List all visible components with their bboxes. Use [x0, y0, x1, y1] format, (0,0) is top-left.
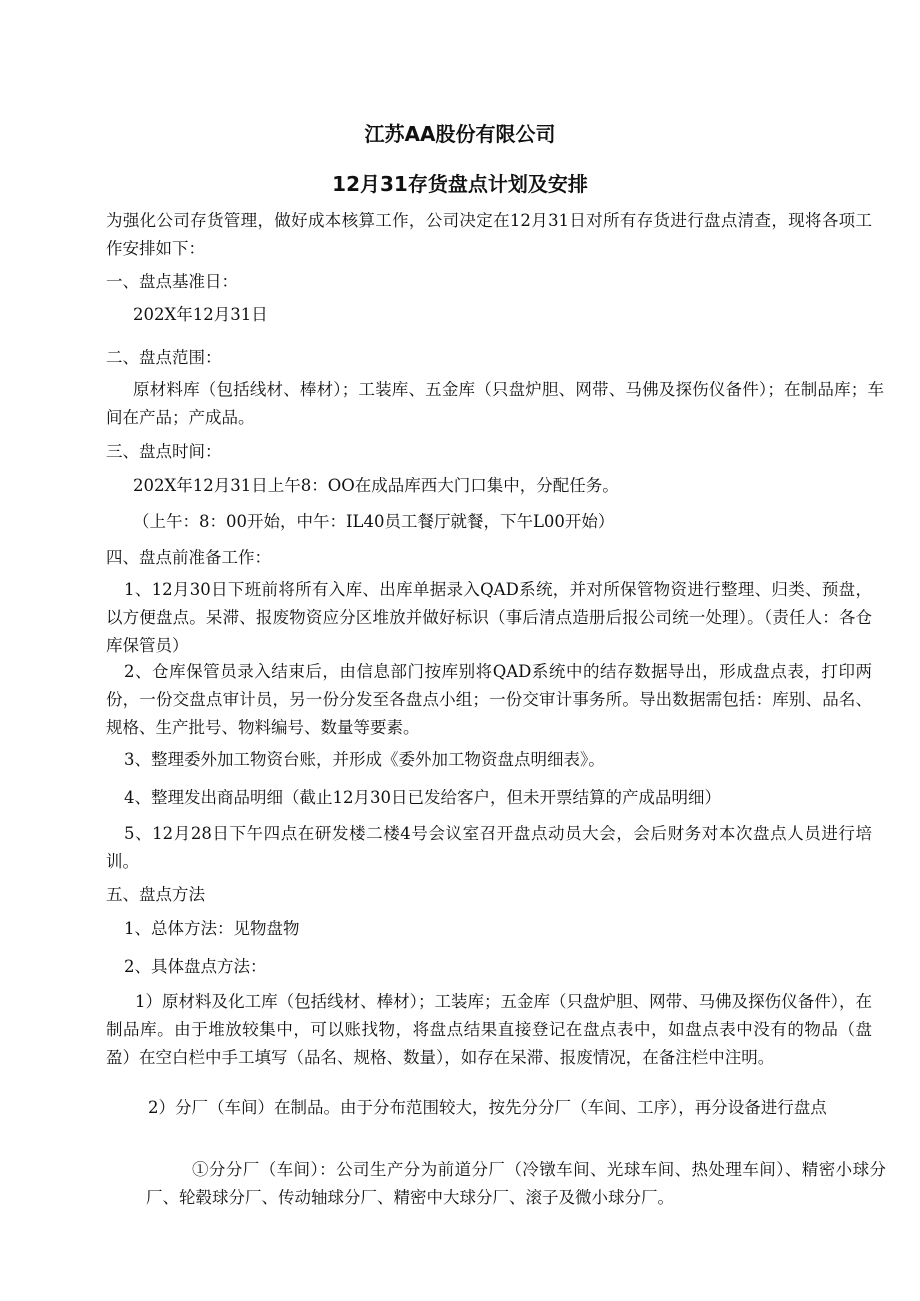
- intro-paragraph: 为强化公司存货管理，做好成本核算工作，公司决定在12月31日对所有存货进行盘点清查，现将各项工作安排如下：: [106, 211, 872, 258]
- method-overall: 1、总体方法：见物盘物: [124, 919, 300, 938]
- prep-item-2: 2、仓库保管员录入结束后，由信息部门按库别将QAD系统中的结存数据导出，形成盘点表，打印两份，一份交盘点审计员，另一份分发至各盘点小组；一份交审计事务所。导出数据需包括：库别、品名、规格、生产批号、物料编号、数量等要素。: [106, 662, 872, 737]
- method-sub-3: ①分分厂（车间）：公司生产分为前道分厂（冷镦车间、光球车间、热处理车间）、精密小球分厂、轮毂球分厂、传动轴球分厂、精密中大球分厂、滚子及微小球分厂。: [146, 1160, 886, 1207]
- method-specific: 2、具体盘点方法：: [124, 957, 267, 976]
- document-title: 12月31存货盘点计划及安排: [332, 172, 588, 196]
- prep-item-5: 5、12月28日下午四点在研发楼二楼4号会议室召开盘点动员大会，会后财务对本次盘点人员进行培训。: [106, 824, 872, 871]
- section-3-heading: 三、盘点时间：: [106, 442, 222, 461]
- prep-item-1: 1、12月30日下班前将所有入库、出库单据录入QAD系统，并对所保管物资进行整理、归类、预盘，以方便盘点。呆滞、报废物资应分区堆放并做好标识（事后清点造册后报公司统一处理）。（责任人：各仓库保管员）: [106, 580, 872, 655]
- method-sub-2: 2）分厂（车间）在制品。由于分布范围较大，按先分分厂（车间、工序），再分设备进行盘点: [148, 1098, 827, 1117]
- section-2-heading: 二、盘点范围：: [106, 348, 222, 367]
- prep-item-3: 3、整理委外加工物资台账，并形成《委外加工物资盘点明细表》。: [124, 750, 605, 769]
- section-2-content: 原材料库（包括线材、棒材）；工装库、五金库（只盘炉胆、网带、马佛及探伤仪备件）；在制品库；车间在产品；产成品。: [106, 380, 884, 427]
- company-name: 江苏AA股份有限公司: [364, 122, 556, 146]
- method-sub-1: 1）原材料及化工库（包括线材、棒材）；工装库；五金库（只盘炉胆、网带、马佛及探伤仪备件），在制品库。由于堆放较集中，可以账找物，将盘点结果直接登记在盘点表中，如盘点表中没有的物品（盘盈）在空白栏中手工填写（品名、规格、数量），如存在呆滞、报废情况，在备注栏中注明。: [106, 992, 872, 1067]
- section-1-heading: 一、盘点基准日：: [106, 272, 238, 291]
- section-4-heading: 四、盘点前准备工作：: [106, 548, 271, 567]
- section-3-schedule: （上午：8：00开始，中午：IL40员工餐厅就餐，下午L00开始）: [133, 512, 615, 531]
- section-5-heading: 五、盘点方法: [106, 885, 205, 904]
- section-1-content: 202X年12月31日: [133, 305, 268, 324]
- prep-item-4: 4、整理发出商品明细（截止12月30日已发给客户，但未开票结算的产成品明细）: [124, 788, 721, 807]
- section-3-time: 202X年12月31日上午8：OO在成品库西大门口集中，分配任务。: [133, 476, 619, 495]
